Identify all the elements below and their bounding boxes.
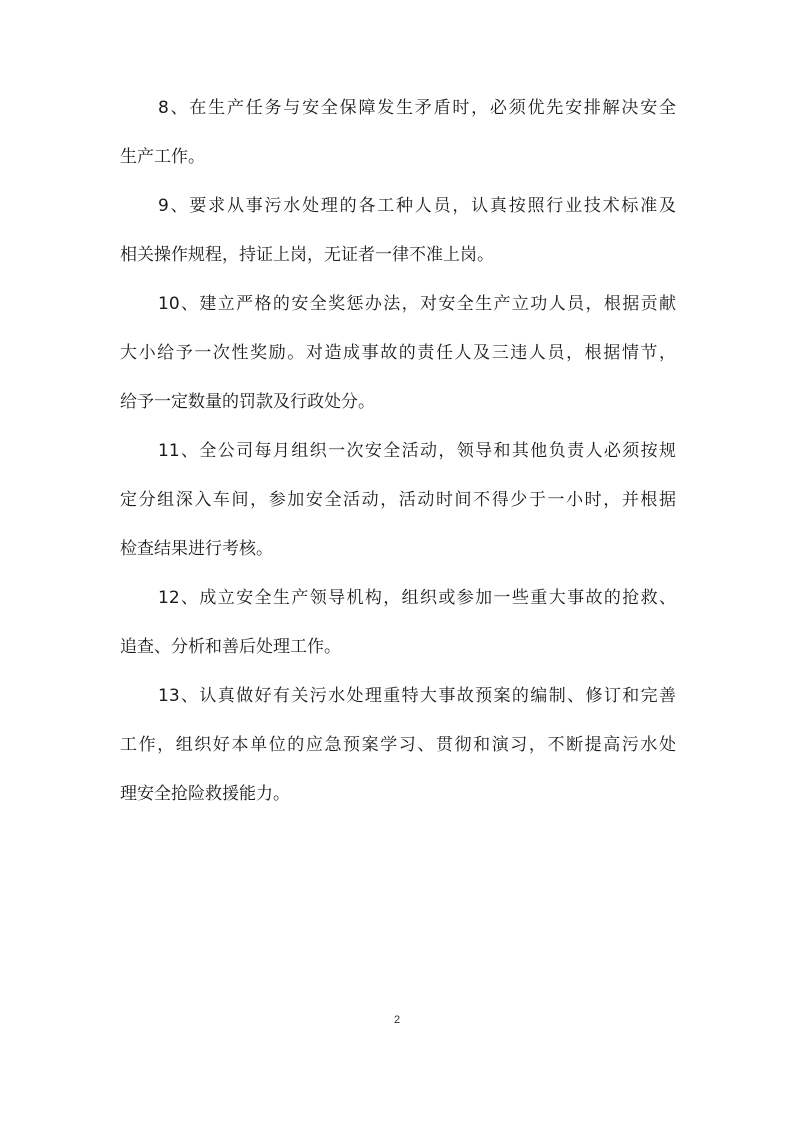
clause-line: 追查、分析和善后处理工作。 — [120, 637, 341, 657]
clause-line: 12、成立安全生产领导机构，组织或参加一些重大事故的抢救、 — [158, 588, 676, 608]
clause-line: 10、建立严格的安全奖惩办法，对安全生产立功人员，根据贡献 — [158, 294, 676, 314]
clause-line: 9、要求从事污水处理的各工种人员，认真按照行业技术标准及 — [158, 196, 676, 216]
clause-line: 11、全公司每月组织一次安全活动，领导和其他负责人必须按规 — [158, 441, 676, 461]
clause-8 — [120, 88, 676, 186]
clause-line: 理安全抢险救援能力。 — [120, 784, 290, 804]
clause-line: 13、认真做好有关污水处理重特大事故预案的编制、修订和完善 — [158, 686, 676, 706]
clause-line: 检查结果进行考核。 — [120, 539, 273, 559]
page-number: 2 — [393, 1014, 401, 1026]
clause-9 — [120, 186, 676, 284]
clause-line: 给予一定数量的罚款及行政处分。 — [120, 392, 375, 412]
clause-11 — [120, 431, 676, 578]
clause-12 — [120, 578, 676, 676]
clause-10 — [120, 284, 676, 431]
document-body — [120, 88, 676, 823]
clause-13 — [120, 676, 676, 823]
clause-line: 工作，组织好本单位的应急预案学习、贯彻和演习，不断提高污水处 — [120, 735, 676, 755]
clause-line: 8、在生产任务与安全保障发生矛盾时，必须优先安排解决安全 — [158, 98, 676, 118]
clause-line: 大小给予一次性奖励。对造成事故的责任人及三违人员，根据情节， — [120, 343, 676, 363]
clause-line: 定分组深入车间，参加安全活动，活动时间不得少于一小时，并根据 — [120, 490, 676, 510]
clause-line: 生产工作。 — [120, 147, 205, 167]
clause-line: 相关操作规程，持证上岗，无证者一律不准上岗。 — [120, 245, 494, 265]
